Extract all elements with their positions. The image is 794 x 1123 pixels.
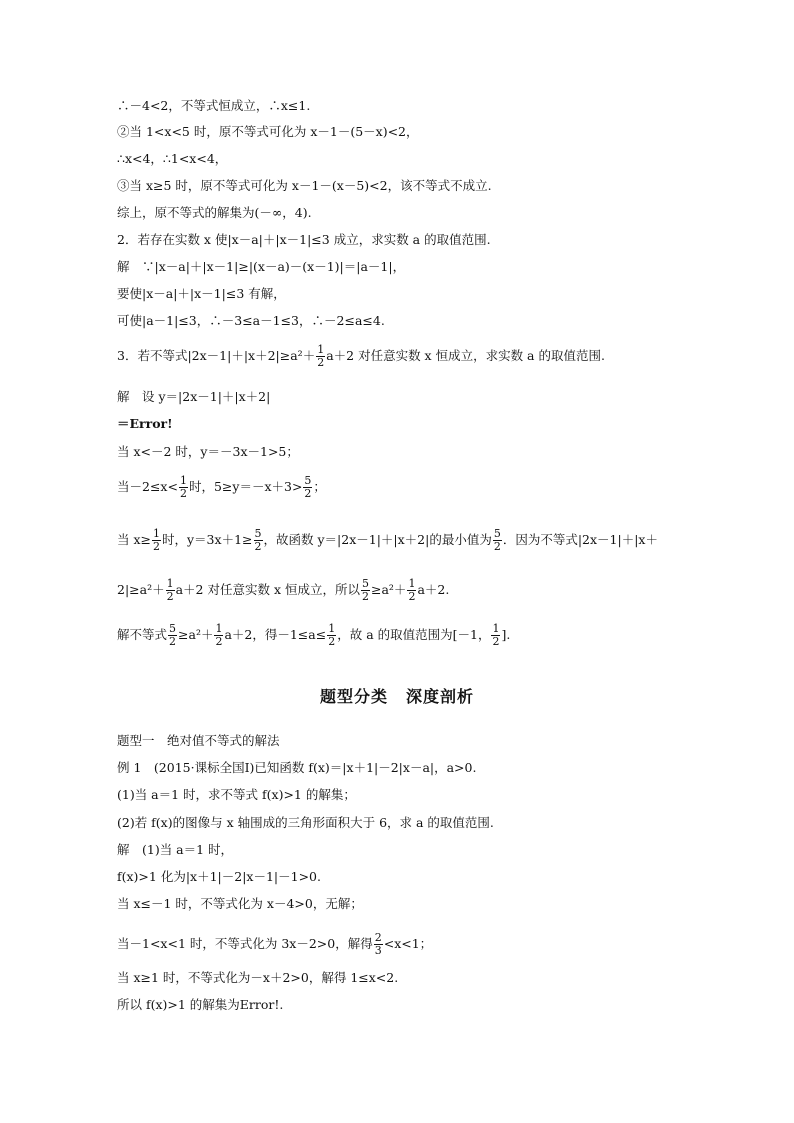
text-line: 解 (1)当 a＝1 时， <box>117 842 234 857</box>
text-line <box>117 475 326 500</box>
text-segment: ．因为不等式|2x－1|＋|x＋ <box>502 532 658 547</box>
fraction <box>407 578 416 603</box>
denominator: 2 <box>179 487 187 500</box>
fraction <box>493 528 502 553</box>
text-line: 当 x≥1 时，不等式化为－x＋2>0，解得 1≤x<2. <box>117 970 399 985</box>
section-heading <box>0 684 794 707</box>
text-line: (1)当 a＝1 时，求不等式 f(x)>1 的解集； <box>117 787 356 802</box>
problem-3 <box>117 344 605 369</box>
fraction <box>214 623 223 648</box>
text-line: 解 设 y＝|2x－1|＋|x＋2| <box>117 389 271 404</box>
text-line: 要使|x－a|＋|x－1|≤3 有解， <box>117 286 286 301</box>
numerator: 5 <box>304 474 312 487</box>
numerator: 1 <box>179 474 187 487</box>
text-segment: a＋2. <box>417 582 450 597</box>
text-line <box>117 528 658 553</box>
fraction <box>166 578 175 603</box>
denominator: 2 <box>169 635 177 648</box>
text-line <box>117 623 510 648</box>
text-segment: <x<1； <box>383 936 433 951</box>
fraction <box>152 528 161 553</box>
fraction <box>491 623 500 648</box>
text-line: 当 x<－2 时，y＝－3x－1>5； <box>117 444 299 459</box>
text-line: 可使|a－1|≤3，∴－3≤a－1≤3，∴－2≤a≤4. <box>117 313 385 328</box>
text-segment: ≥a²＋ <box>371 582 407 597</box>
text-segment: a＋2 对任意实数 x 恒成立，所以 <box>175 582 360 597</box>
denominator: 2 <box>215 635 223 648</box>
text-segment: ，故函数 y＝|2x－1|＋|x＋2|的最小值为 <box>263 532 492 547</box>
text-segment: 3．若不等式|2x－1|＋|x＋2|≥a²＋ <box>117 348 316 363</box>
text-segment: 解不等式 <box>117 627 168 642</box>
text-line: ＝Error! <box>117 416 173 431</box>
numerator: 5 <box>362 577 369 590</box>
fraction <box>168 623 177 648</box>
text-segment: 当－2≤x< <box>117 479 178 494</box>
text-segment: ]. <box>501 627 511 642</box>
numerator: 1 <box>215 622 223 635</box>
text-segment: 当 x≥ <box>117 532 151 547</box>
denominator: 2 <box>328 635 336 648</box>
denominator: 2 <box>492 635 500 648</box>
text-segment: 时，y＝3x＋1≥ <box>162 532 253 547</box>
text-line: 所以 f(x)>1 的解集为Error!. <box>117 997 284 1012</box>
text-line: (2)若 f(x)的图像与 x 轴围成的三角形面积大于 6，求 a 的取值范围. <box>117 815 494 830</box>
text-line: f(x)>1 化为|x＋1|－2|x－1|－1>0. <box>117 869 321 884</box>
fraction <box>303 475 312 500</box>
text-line: ∴－4<2，不等式恒成立，∴x≤1. <box>117 98 311 113</box>
numerator: 5 <box>493 527 501 540</box>
heading-part: 深度剖析 <box>406 687 475 706</box>
text-segment: ，故 a 的取值范围为[－1， <box>337 627 491 642</box>
text-segment: ； <box>313 479 326 494</box>
denominator: 2 <box>408 590 416 603</box>
text-line: 当 x≤－1 时，不等式化为 x－4>0，无解； <box>117 896 363 911</box>
denominator: 2 <box>493 540 501 553</box>
text-line: 解 ∵|x－a|＋|x－1|≥|(x－a)－(x－1)|＝|a－1|， <box>117 259 406 274</box>
problem-2: 2．若存在实数 x 使|x－a|＋|x－1|≤3 成立，求实数 a 的取值范围. <box>117 232 491 247</box>
text-line: ③当 x≥5 时，原不等式可化为 x－1－(x－5)<2，该不等式不成立. <box>117 178 492 193</box>
numerator: 1 <box>153 527 160 540</box>
topic-title: 题型一 绝对值不等式的解法 <box>117 733 280 748</box>
numerator: 1 <box>166 577 174 590</box>
text-line <box>117 578 449 603</box>
example-1: 例 1 (2015·课标全国Ⅰ)已知函数 f(x)＝|x＋1|－2|x－a|，a>0. <box>117 760 477 775</box>
text-line <box>117 932 432 957</box>
denominator: 2 <box>317 356 325 369</box>
numerator: 1 <box>492 622 500 635</box>
numerator: 1 <box>328 622 336 635</box>
text-segment: 2|≥a²＋ <box>117 582 165 597</box>
text-segment: 时，5≥y＝－x＋3> <box>188 479 303 494</box>
fraction <box>316 344 325 369</box>
denominator: 3 <box>374 944 382 957</box>
fraction <box>361 578 370 603</box>
numerator: 5 <box>169 622 177 635</box>
numerator: 2 <box>374 931 382 944</box>
fraction <box>179 475 188 500</box>
text-line: 综上，原不等式的解集为(－∞，4). <box>117 205 312 220</box>
denominator: 2 <box>166 590 174 603</box>
heading-part: 题型分类 <box>319 687 388 706</box>
numerator: 1 <box>317 343 325 356</box>
text-line: ∴x<4，∴1<x<4， <box>117 151 228 166</box>
fraction <box>374 932 383 957</box>
fraction <box>254 528 263 553</box>
text-segment: a＋2，得－1≤a≤ <box>224 627 327 642</box>
text-line: ②当 1<x<5 时，原不等式可化为 x－1－(5－x)<2， <box>117 124 419 139</box>
denominator: 2 <box>153 540 160 553</box>
denominator: 2 <box>254 540 262 553</box>
fraction <box>327 623 336 648</box>
denominator: 2 <box>362 590 369 603</box>
numerator: 1 <box>408 577 416 590</box>
text-segment: a＋2 对任意实数 x 恒成立，求实数 a 的取值范围. <box>326 348 605 363</box>
denominator: 2 <box>304 487 312 500</box>
text-segment: ≥a²＋ <box>178 627 214 642</box>
numerator: 5 <box>254 527 262 540</box>
text-segment: 当－1<x<1 时，不等式化为 3x－2>0，解得 <box>117 936 373 951</box>
